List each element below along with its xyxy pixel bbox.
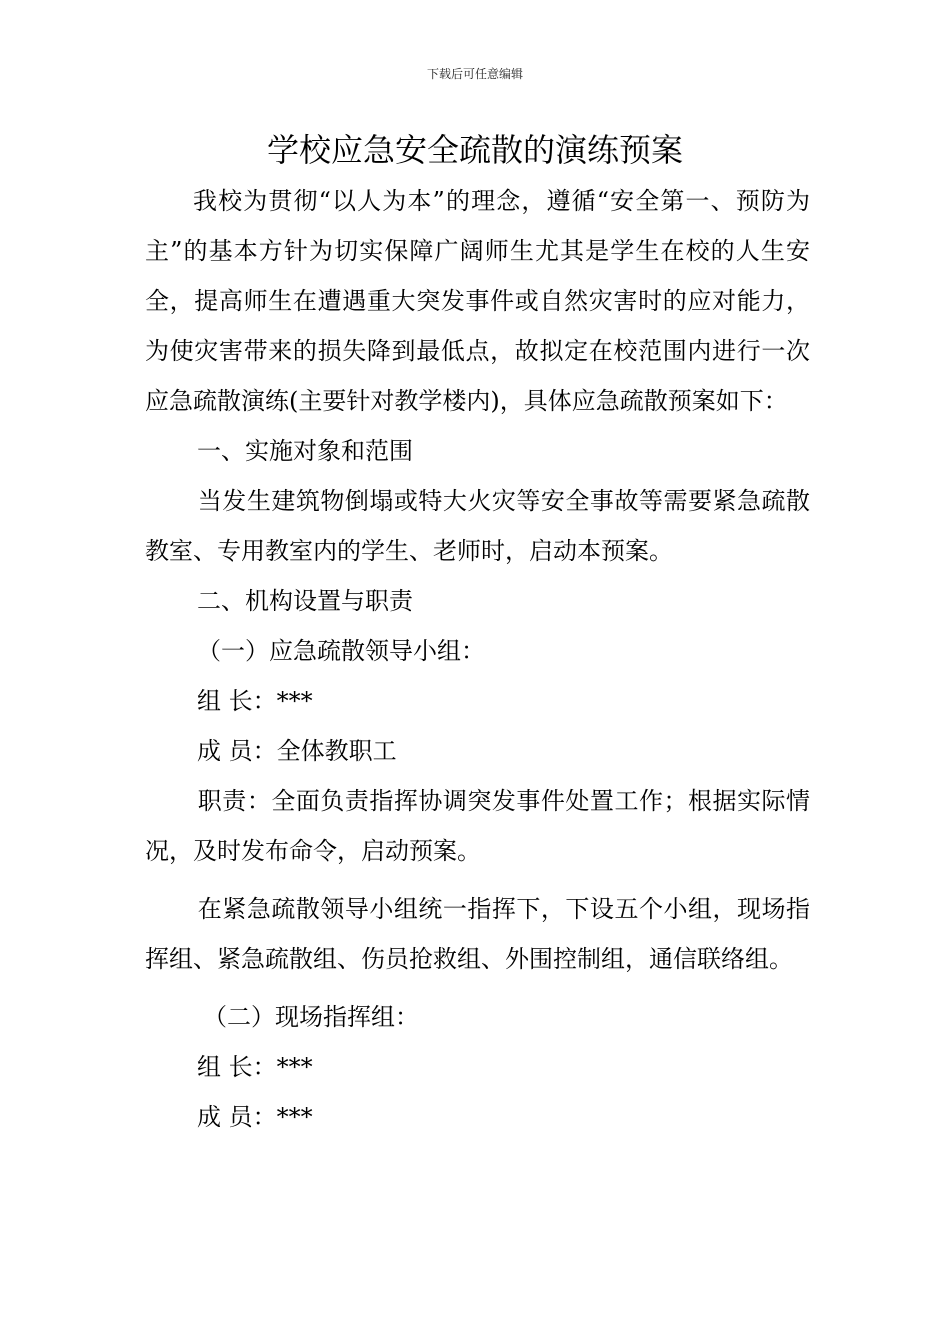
leadership-leader: 组 长：*** xyxy=(197,687,313,715)
document-body xyxy=(145,176,810,1142)
group-heading-leadership: （一）应急疏散领导小组： xyxy=(197,637,485,665)
section-heading-organization: 二、机构设置与职责 xyxy=(197,587,413,615)
scope-paragraph: 当发生建筑物倒塌或特大火灾等安全事故等需要紧急疏散教室、专用教室内的学生、老师时，启动本预案。 xyxy=(145,487,810,565)
intro-paragraph: 我校为贯彻“以人为本”的理念，遵循“安全第一、预防为主”的基本方针为切实保障广阔师生尤其是学生在校的人生安全，提高师生在遭遇重大突发事件或自然灾害时的应对能力，为使灾害带来的损失降到最低点，故拟定在校范围内进行一次应急疏散演练(主要针对教学楼内)，具体应急疏散预案如下： xyxy=(145,187,810,415)
group-heading-field-command: （二）现场指挥组： xyxy=(203,1003,419,1031)
field-command-leader: 组 长：*** xyxy=(197,1053,313,1081)
document-title: 学校应急安全疏散的演练预案 xyxy=(266,131,683,169)
field-command-members: 成 员：*** xyxy=(197,1103,313,1131)
section-heading-scope: 一、实施对象和范围 xyxy=(197,437,413,465)
header-note: 下载后可任意编辑 xyxy=(426,67,523,81)
leadership-duty-paragraph: 职责：全面负责指挥协调突发事件处置工作；根据实际情况，及时发布命令，启动预案。 xyxy=(145,787,810,865)
leadership-members: 成 员：全体教职工 xyxy=(197,737,397,765)
groups-overview-paragraph: 在紧急疏散领导小组统一指挥下，下设五个小组，现场指挥组、紧急疏散组、伤员抢救组、外围控制组，通信联络组。 xyxy=(145,895,810,973)
